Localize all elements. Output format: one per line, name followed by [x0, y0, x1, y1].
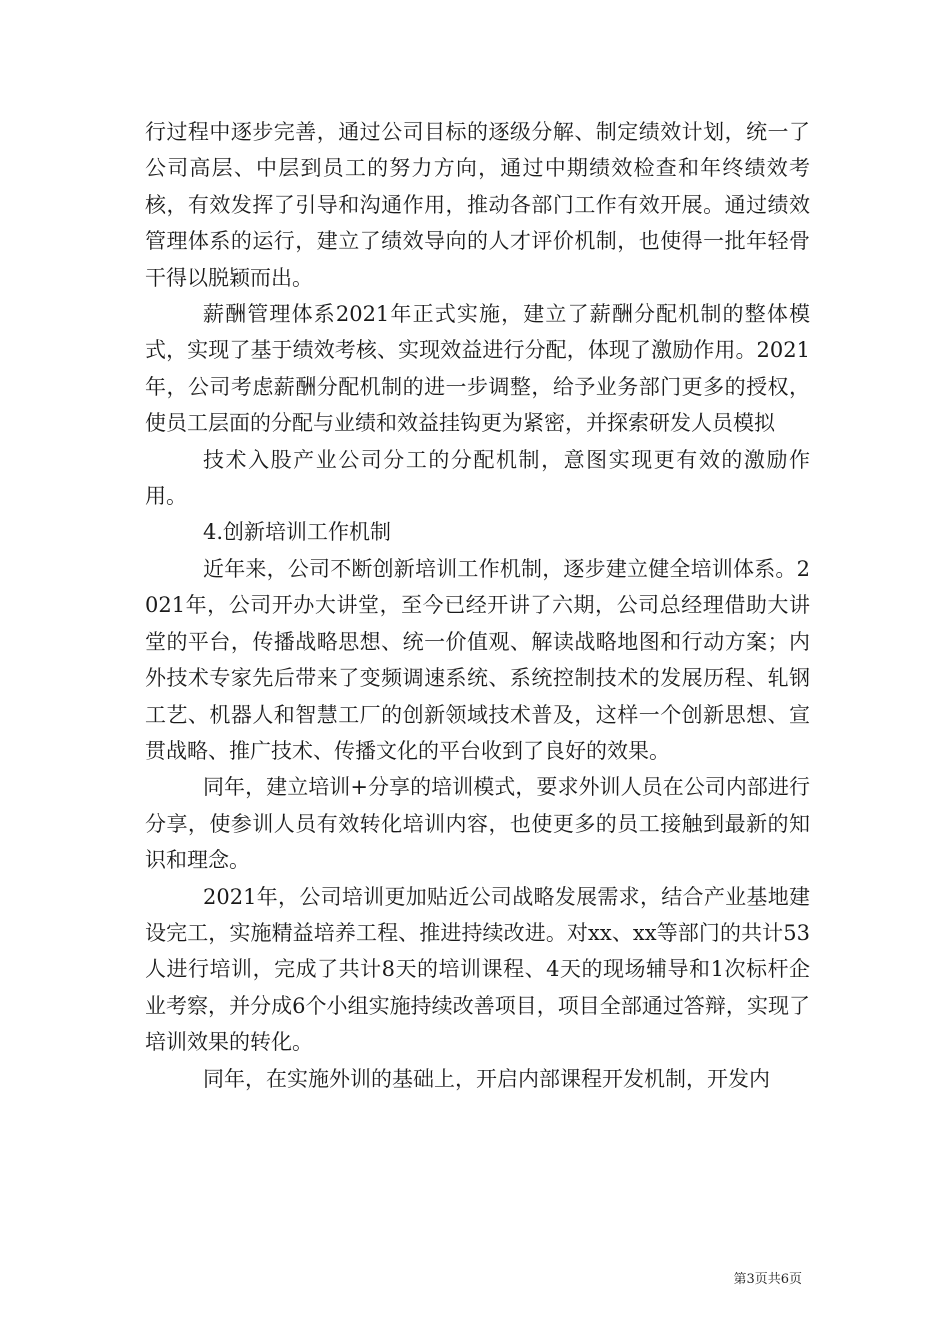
document-body [145, 114, 810, 1097]
section-heading: 4.创新培训工作机制 [203, 520, 392, 545]
paragraph-1: 行过程中逐步完善，通过公司目标的逐级分解、制定绩效计划，统一了公司高层、中层到员工的努力方向，通过中期绩效检查和年终绩效考核，有效发挥了引导和沟通作用，推动各部门工作有效开展。通过绩效管理体系的运行，建立了绩效导向的人才评价机制，也使得一批年轻骨干得以脱颖而出。 [145, 120, 810, 290]
paragraph-8: 同年，在实施外训的基础上，开启内部课程开发机制，开发内 [203, 1066, 770, 1091]
paragraph-5: 近年来，公司不断创新培训工作机制，逐步建立健全培训体系。2021年，公司开办大讲堂，至今已经开讲了六期，公司总经理借助大讲堂的平台，传播战略思想、统一价值观、解读战略地图和行动方案；内外技术专家先后带来了变频调速系统、系统控制技术的发展历程、轧钢工艺、机器人和智慧工厂的创新领域技术普及，这样一个创新思想、宣贯战略、推广技术、传播文化的平台收到了良好的效果。 [145, 556, 810, 763]
paragraph-2: 薪酬管理体系2021年正式实施，建立了薪酬分配机制的整体模式，实现了基于绩效考核、实现效益进行分配，体现了激励作用。2021年，公司考虑薪酬分配机制的进一步调整，给予业务部门更多的授权，使员工层面的分配与业绩和效益挂钩更为紧密，并探索研发人员模拟 [145, 302, 810, 436]
paragraph-7: 2021年，公司培训更加贴近公司战略发展需求，结合产业基地建设完工，实施精益培养工程、推进持续改进。对xx、xx等部门的共计53人进行培训，完成了共计8天的培训课程、4天的现场辅导和1次标杆企业考察，并分成6个小组实施持续改善项目，项目全部通过答辩，实现了培训效果的转化。 [145, 884, 810, 1055]
paragraph-3: 技术入股产业公司分工的分配机制，意图实现更有效的激励作用。 [145, 447, 810, 509]
paragraph-6: 同年，建立培训+分享的培训模式，要求外训人员在公司内部进行分享，使参训人员有效转化培训内容，也使更多的员工接触到最新的知识和理念。 [145, 775, 810, 873]
page-number: 第3页共6页 [733, 1272, 802, 1287]
